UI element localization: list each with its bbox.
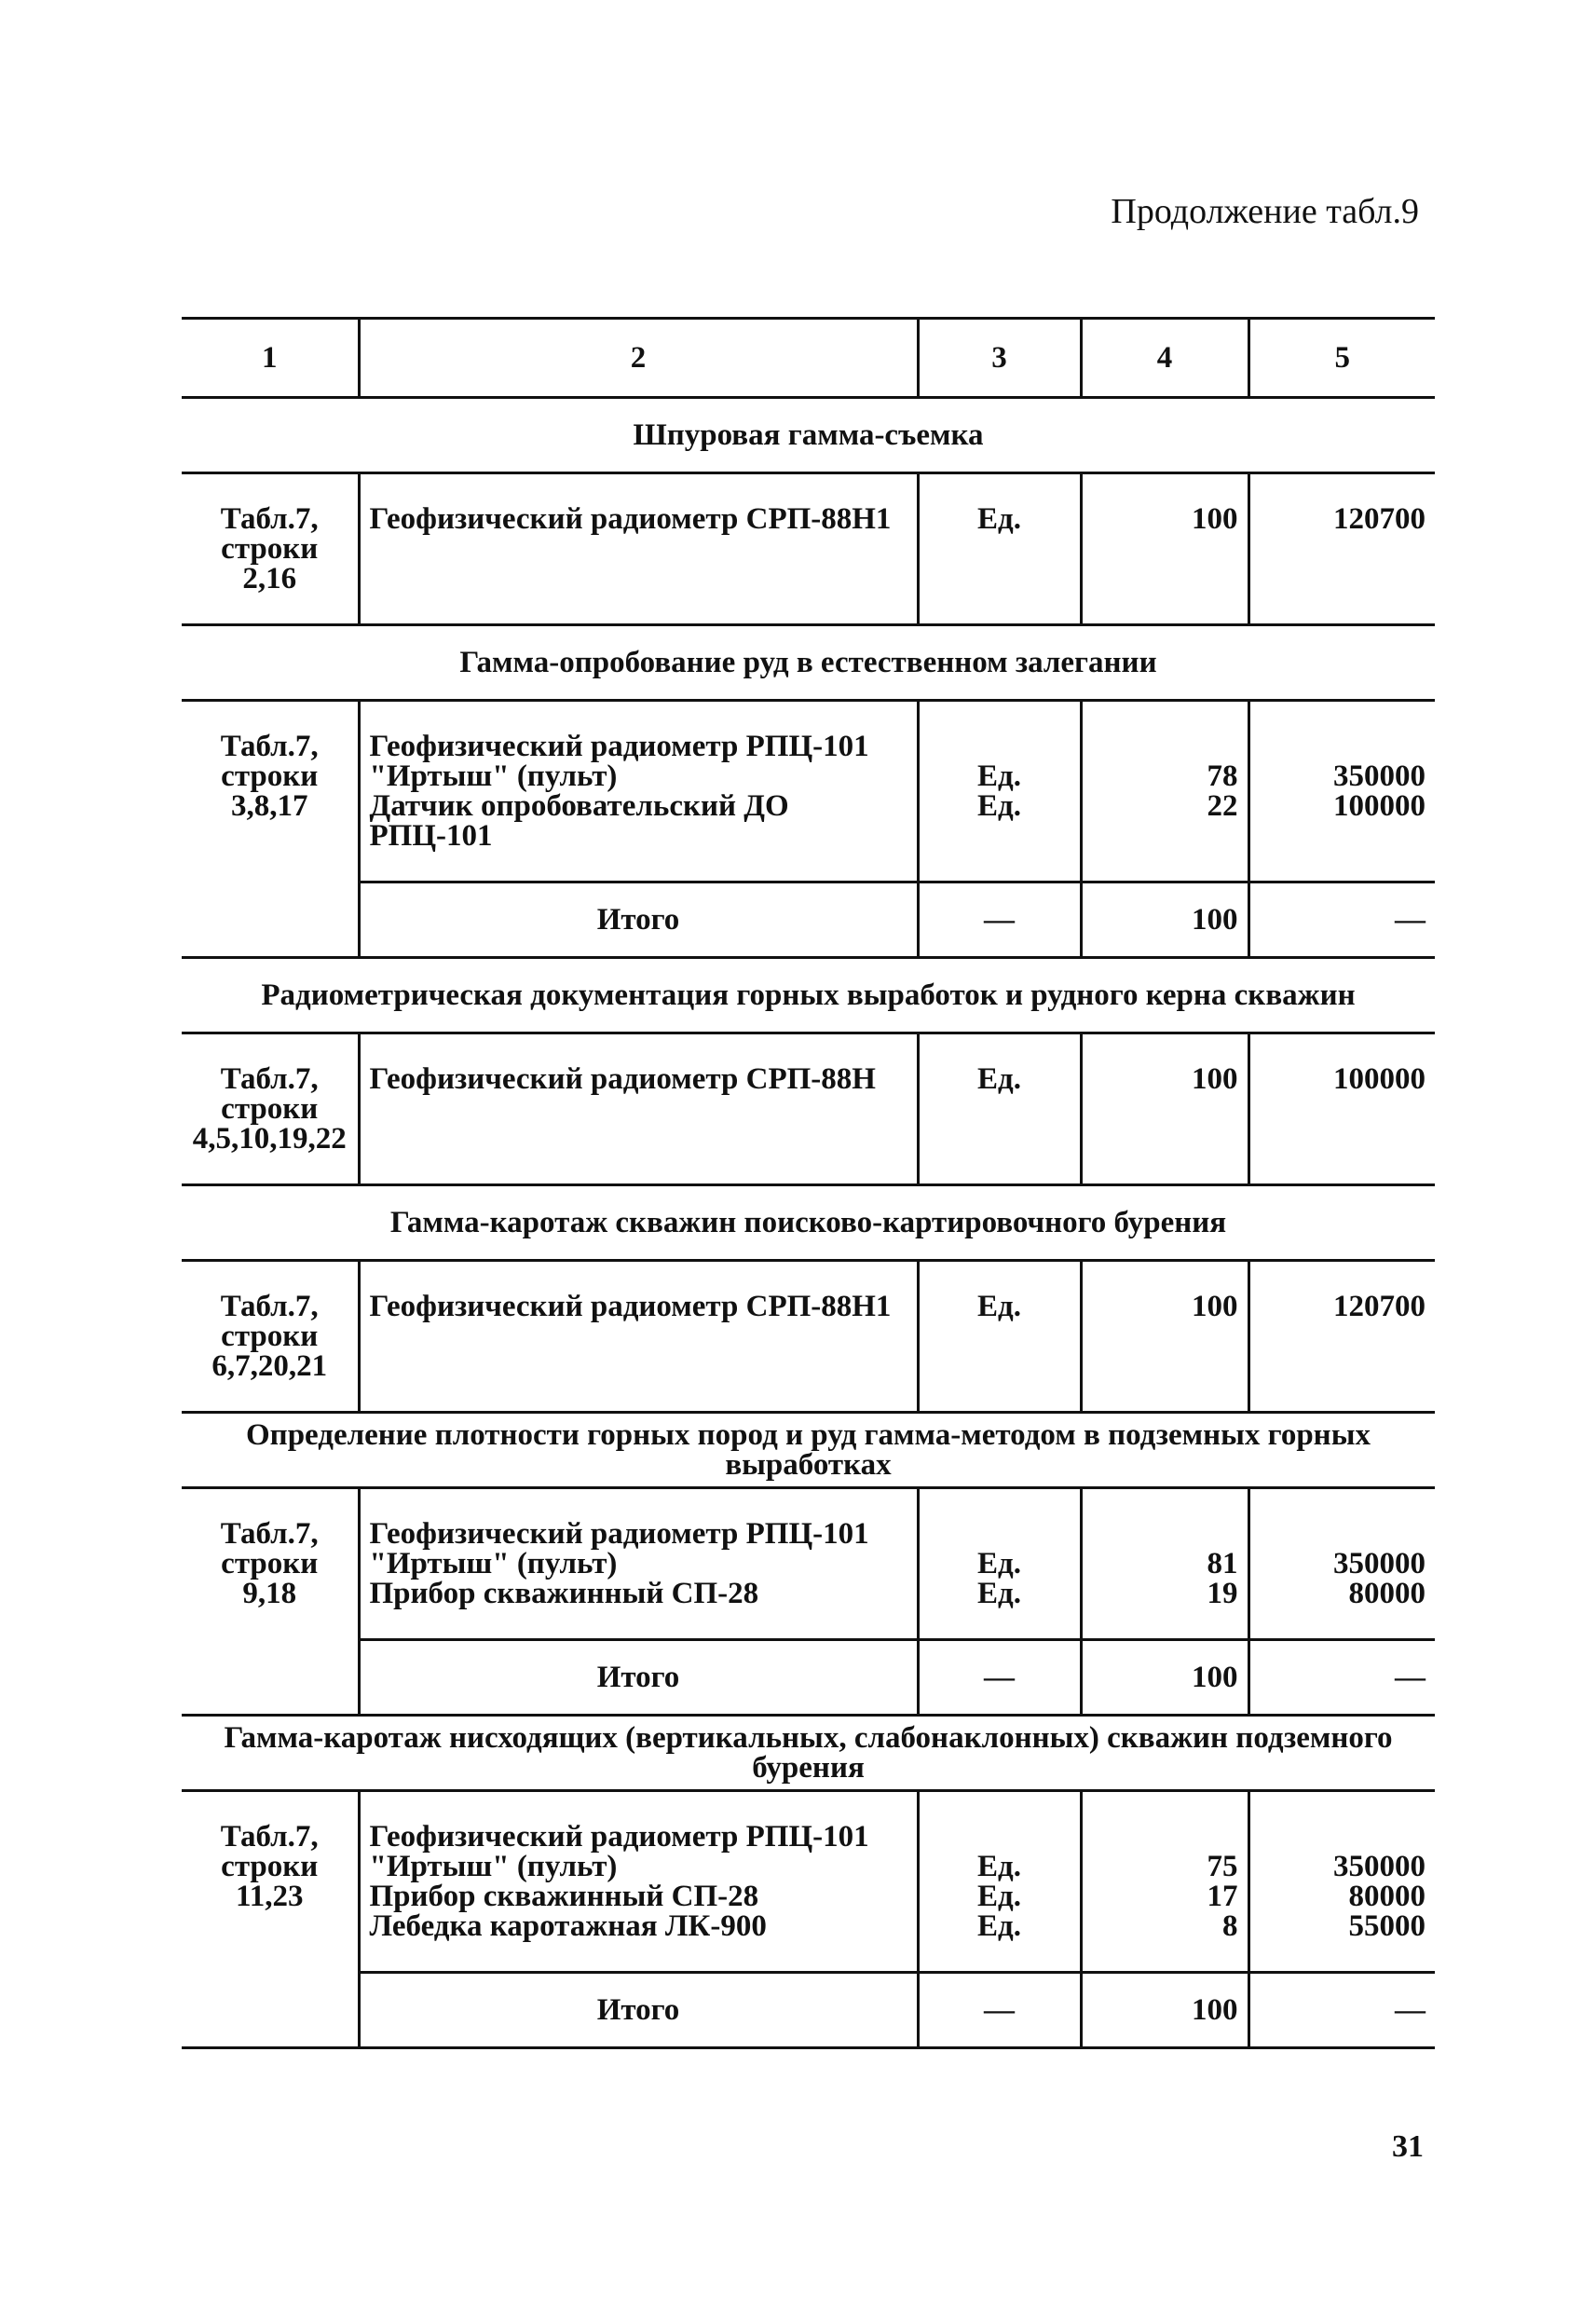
price-cell (1248, 473, 1435, 625)
row-reference-cell (182, 1791, 359, 2048)
total-price: — (1248, 882, 1435, 958)
section-title-row (182, 1413, 1435, 1488)
share-cell (1081, 1488, 1248, 1640)
unit-value: Ед. (977, 502, 1021, 536)
total-row (182, 1973, 1435, 2048)
section-title: Радиометрическая документация горных выработок и рудного керна скважин (182, 958, 1435, 1033)
table-row (182, 1791, 1435, 1973)
price-value: 350000 (1333, 1850, 1425, 1883)
table-continuation-caption: Продолжение табл.9 (1111, 192, 1419, 231)
total-unit: — (918, 882, 1081, 958)
equipment-name: Прибор скважинный СП-28 (369, 1577, 759, 1610)
equipment-name: Геофизический радиометр РПЦ-101 "Иртыш" (пульт) (369, 1517, 869, 1580)
row-reference-line: Табл.7, (220, 730, 319, 763)
column-header: 3 (918, 319, 1081, 398)
total-share: 100 (1081, 1973, 1248, 2048)
equipment-name: Датчик опробовательский ДО РПЦ-101 (369, 789, 789, 853)
unit-value: Ед. (977, 1850, 1021, 1883)
row-reference-line: строки (221, 759, 319, 793)
unit-cell (918, 1488, 1081, 1640)
row-reference-cell (182, 701, 359, 958)
share-cell (1081, 701, 1248, 882)
total-row (182, 1640, 1435, 1716)
share-cell (1081, 1261, 1248, 1413)
equipment-name: Геофизический радиометр СРП-88Н (369, 1062, 876, 1096)
table-row (182, 701, 1435, 882)
row-reference-line: 3,8,17 (231, 789, 308, 823)
row-reference-line: 2,16 (242, 562, 297, 595)
equipment-name: Прибор скважинный СП-28 (369, 1880, 759, 1913)
section-title-row (182, 1185, 1435, 1261)
row-reference-line: 4,5,10,19,22 (192, 1122, 347, 1156)
row-reference-cell (182, 1033, 359, 1185)
section-title: Шпуровая гамма-съемка (182, 398, 1435, 473)
unit-cell (918, 473, 1081, 625)
price-value: 80000 (1348, 1577, 1425, 1610)
total-label: Итого (359, 1973, 918, 2048)
price-value: 100000 (1333, 1062, 1425, 1096)
total-price: — (1248, 1640, 1435, 1716)
share-cell (1081, 1791, 1248, 1973)
equipment-name: Геофизический радиометр РПЦ-101 "Иртыш" (пульт) (369, 1820, 869, 1883)
equipment-name: Геофизический радиометр СРП-88Н1 (369, 502, 892, 536)
section-title-row (182, 958, 1435, 1033)
total-unit: — (918, 1640, 1081, 1716)
share-value: 100 (1192, 1290, 1238, 1323)
share-cell (1081, 473, 1248, 625)
price-value: 120700 (1333, 502, 1425, 536)
column-number-row (182, 319, 1435, 398)
share-value: 78 (1207, 759, 1238, 793)
table-row (182, 1261, 1435, 1413)
unit-value: Ед. (977, 789, 1021, 823)
total-share: 100 (1081, 882, 1248, 958)
unit-value: Ед. (977, 1909, 1021, 1943)
column-header: 5 (1248, 319, 1435, 398)
column-header: 1 (182, 319, 359, 398)
row-reference-line: строки (221, 532, 319, 566)
unit-value: Ед. (977, 1290, 1021, 1323)
share-cell (1081, 1033, 1248, 1185)
unit-cell (918, 1261, 1081, 1413)
equipment-name-cell (359, 1261, 918, 1413)
table-body (182, 319, 1435, 2048)
total-label: Итого (359, 1640, 918, 1716)
price-value: 120700 (1333, 1290, 1425, 1323)
price-value: 55000 (1348, 1909, 1425, 1943)
share-value: 100 (1192, 502, 1238, 536)
equipment-name-cell (359, 473, 918, 625)
section-title: Определение плотности горных пород и руд гамма-методом в подземных горных выработках (182, 1413, 1435, 1488)
row-reference-line: 9,18 (242, 1577, 297, 1610)
unit-value: Ед. (977, 759, 1021, 793)
section-title-row (182, 625, 1435, 701)
price-cell (1248, 1791, 1435, 1973)
row-reference-cell (182, 473, 359, 625)
page-number: 31 (1392, 2129, 1424, 2164)
section-title-row (182, 1716, 1435, 1791)
equipment-table (182, 317, 1435, 2049)
row-reference-line: строки (221, 1320, 319, 1353)
column-header: 2 (359, 319, 918, 398)
total-price: — (1248, 1973, 1435, 2048)
row-reference-line: Табл.7, (220, 502, 319, 536)
row-reference-line: Табл.7, (220, 1290, 319, 1323)
unit-value: Ед. (977, 1062, 1021, 1096)
unit-cell (918, 701, 1081, 882)
price-cell (1248, 1261, 1435, 1413)
share-value: 8 (1222, 1909, 1238, 1943)
unit-value: Ед. (977, 1577, 1021, 1610)
table-row (182, 1033, 1435, 1185)
price-cell (1248, 1488, 1435, 1640)
section-title: Гамма-опробование руд в естественном залегании (182, 625, 1435, 701)
total-share: 100 (1081, 1640, 1248, 1716)
total-unit: — (918, 1973, 1081, 2048)
equipment-name: Лебедка каротажная ЛК-900 (369, 1909, 767, 1943)
unit-value: Ед. (977, 1880, 1021, 1913)
equipment-name: Геофизический радиометр СРП-88Н1 (369, 1290, 892, 1323)
row-reference-cell (182, 1488, 359, 1716)
row-reference-line: 11,23 (236, 1880, 304, 1913)
row-reference-line: строки (221, 1547, 319, 1580)
share-value: 19 (1207, 1577, 1238, 1610)
row-reference-line: 6,7,20,21 (211, 1349, 328, 1383)
equipment-name-cell (359, 1033, 918, 1185)
row-reference-line: Табл.7, (220, 1517, 319, 1551)
equipment-name-cell (359, 701, 918, 882)
price-value: 100000 (1333, 789, 1425, 823)
row-reference-cell (182, 1261, 359, 1413)
column-header: 4 (1081, 319, 1248, 398)
section-title: Гамма-каротаж нисходящих (вертикальных, слабонаклонных) скважин подземного бурения (182, 1716, 1435, 1791)
section-title-row (182, 398, 1435, 473)
total-label: Итого (359, 882, 918, 958)
table-row (182, 473, 1435, 625)
price-value: 350000 (1333, 1547, 1425, 1580)
equipment-name-cell (359, 1791, 918, 1973)
section-title: Гамма-каротаж скважин поисково-картировочного бурения (182, 1185, 1435, 1261)
row-reference-line: Табл.7, (220, 1062, 319, 1096)
table-row (182, 1488, 1435, 1640)
total-row (182, 882, 1435, 958)
row-reference-line: строки (221, 1092, 319, 1126)
share-value: 17 (1207, 1880, 1238, 1913)
price-cell (1248, 701, 1435, 882)
unit-cell (918, 1791, 1081, 1973)
share-value: 22 (1207, 789, 1238, 823)
unit-cell (918, 1033, 1081, 1185)
price-value: 350000 (1333, 759, 1425, 793)
unit-value: Ед. (977, 1547, 1021, 1580)
share-value: 81 (1207, 1547, 1238, 1580)
equipment-name: Геофизический радиометр РПЦ-101 "Иртыш" (пульт) (369, 730, 869, 793)
share-value: 75 (1207, 1850, 1238, 1883)
row-reference-line: строки (221, 1850, 319, 1883)
row-reference-line: Табл.7, (220, 1820, 319, 1854)
share-value: 100 (1192, 1062, 1238, 1096)
price-value: 80000 (1348, 1880, 1425, 1913)
equipment-name-cell (359, 1488, 918, 1640)
price-cell (1248, 1033, 1435, 1185)
